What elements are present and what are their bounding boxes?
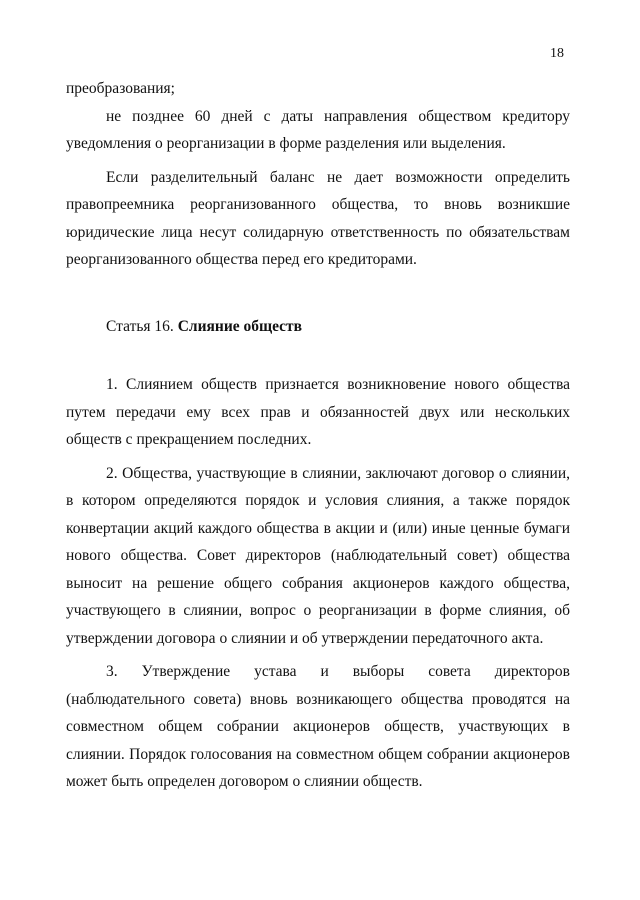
article-paragraph-3: 3. Утверждение устава и выборы совета директоров (наблюдательного совета) вновь возникающего общества проводятся на совместном общем собрании акционеров обществ, участвующих в слиянии. Порядок голосования на совместном общем собрании акционеров может быть определен договором о слиянии обществ. <box>66 663 570 790</box>
paragraph-continuation: преобразования; <box>66 80 175 97</box>
paragraph-deadline: не позднее 60 дней с даты направления обществом кредитору уведомления о реорганизации в форме разделения или выделения. <box>66 107 570 152</box>
article-title: Слияние обществ <box>177 318 303 335</box>
article-paragraph-1: 1. Слиянием обществ признается возникновение нового общества путем передачи ему всех прав и обязанностей двух или нескольких обществ с прекращением последних. <box>66 376 570 448</box>
article-body <box>66 371 570 796</box>
article-prefix: Статья 16. <box>106 318 178 335</box>
article-heading <box>106 313 302 341</box>
paragraph-balance: Если разделительный баланс не дает возможности определить правопреемника реорганизованного общества, то вновь возникшие юридические лица несут солидарную ответственность по обязательствам реорганизованного общества перед его кредиторами. <box>66 168 570 268</box>
page-number: 18 <box>550 46 564 61</box>
top-text-block <box>66 75 570 274</box>
article-paragraph-2: 2. Общества, участвующие в слиянии, заключают договор о слиянии, в котором определяются порядок и условия слияния, а также порядок конвертации акций каждого общества в акции и (или) иные ценные бумаги нового общества. Совет директоров (наблюдательный совет) общества выносит на решение общего собрания акционеров каждого общества, участвующего в слиянии, вопрос о реорганизации в форме слияния, об утверждении договора о слиянии и об утверждении передаточного акта. <box>66 464 570 647</box>
